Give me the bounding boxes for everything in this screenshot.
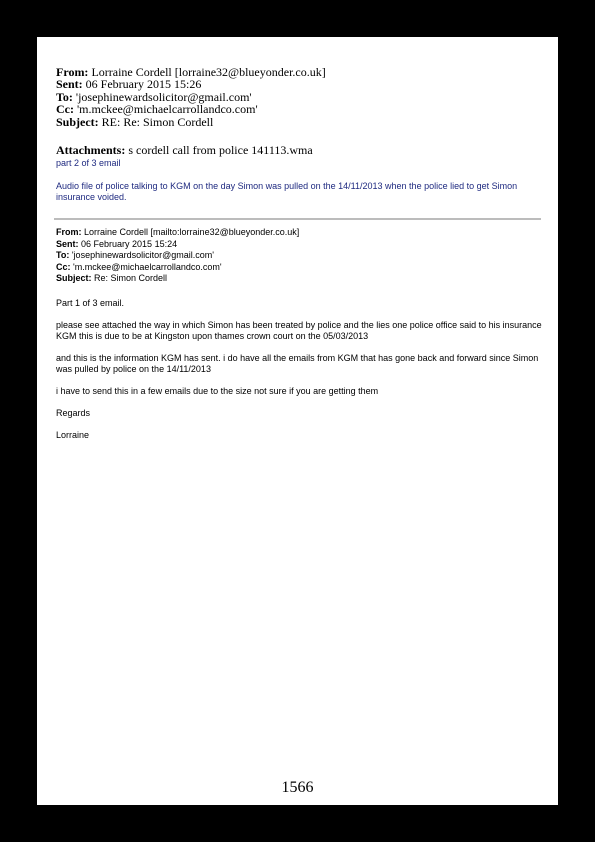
quoted-from-value: Lorraine Cordell [mailto:lorraine32@blueyonder.co.uk]: [84, 227, 300, 237]
to-label: To:: [56, 89, 73, 104]
email-header-latest: [56, 66, 546, 128]
cc-label: Cc:: [56, 102, 74, 117]
quoted-to-label: To:: [56, 250, 70, 261]
quoted-cc-value: 'm.mckee@michaelcarrollandco.com': [73, 261, 222, 272]
body-paragraph: i have to send this in a few emails due to the size not sure if you are getting them: [56, 386, 379, 396]
quoted-subject-row: [56, 273, 546, 285]
header-divider: [54, 218, 541, 220]
cc-value: 'm.mckee@michaelcarrollandco.com': [77, 102, 258, 117]
from-value: Lorraine Cordell [lorraine32@blueyonder.co.uk]: [91, 65, 326, 79]
quoted-to-row: [56, 250, 546, 262]
sent-value: 06 February 2015 15:26: [85, 77, 202, 92]
quoted-sent-value: 06 February 2015 15:24: [81, 238, 178, 249]
body-paragraph: please see attached the way in which Simon has been treated by police and the lies one police office said to his insurance KGM this is due to be at Kingston upon thames crown court on the 05/03/2013: [56, 320, 542, 341]
email-header-quoted: [56, 227, 546, 285]
quoted-from-row: [56, 227, 546, 239]
to-value: 'josephinewardsolicitor@gmail.com': [75, 89, 252, 104]
quoted-cc-row: [56, 262, 546, 274]
from-label: From:: [56, 65, 89, 79]
quoted-cc-label: Cc:: [56, 261, 71, 272]
subject-row: [56, 116, 546, 128]
body-paragraph: and this is the information KGM has sent. i do have all the emails from KGM that has gone back and forward since Simon was pulled by police on the 14/11/2013: [56, 353, 539, 374]
subject-label: Subject:: [56, 114, 99, 129]
quoted-subject-label: Subject:: [56, 273, 92, 284]
subject-value: RE: Re: Simon Cordell: [101, 114, 214, 129]
attachment-filename: s cordell call from police 141113.wma: [128, 143, 313, 157]
quoted-from-label: From:: [56, 227, 82, 237]
quoted-sent-label: Sent:: [56, 238, 79, 249]
document-page: [37, 37, 558, 805]
audio-note: Audio file of police talking to KGM on the day Simon was pulled on the 14/11/2013 when the police lied to get Simon insurance voided.: [56, 181, 518, 202]
body-paragraph: Lorraine: [56, 430, 90, 440]
body-paragraph: Regards: [56, 408, 91, 418]
part-note: part 2 of 3 email: [56, 158, 121, 168]
body-paragraph: Part 1 of 3 email.: [56, 298, 125, 308]
quoted-subject-value: Re: Simon Cordell: [94, 273, 168, 284]
email-body: [56, 298, 545, 452]
page-number: 1566: [281, 779, 314, 796]
attachments-label: Attachments:: [56, 143, 126, 157]
quoted-sent-row: [56, 239, 546, 251]
quoted-to-value: 'josephinewardsolicitor@gmail.com': [71, 250, 214, 261]
attachments-row: [56, 144, 313, 157]
sent-label: Sent:: [56, 77, 83, 92]
